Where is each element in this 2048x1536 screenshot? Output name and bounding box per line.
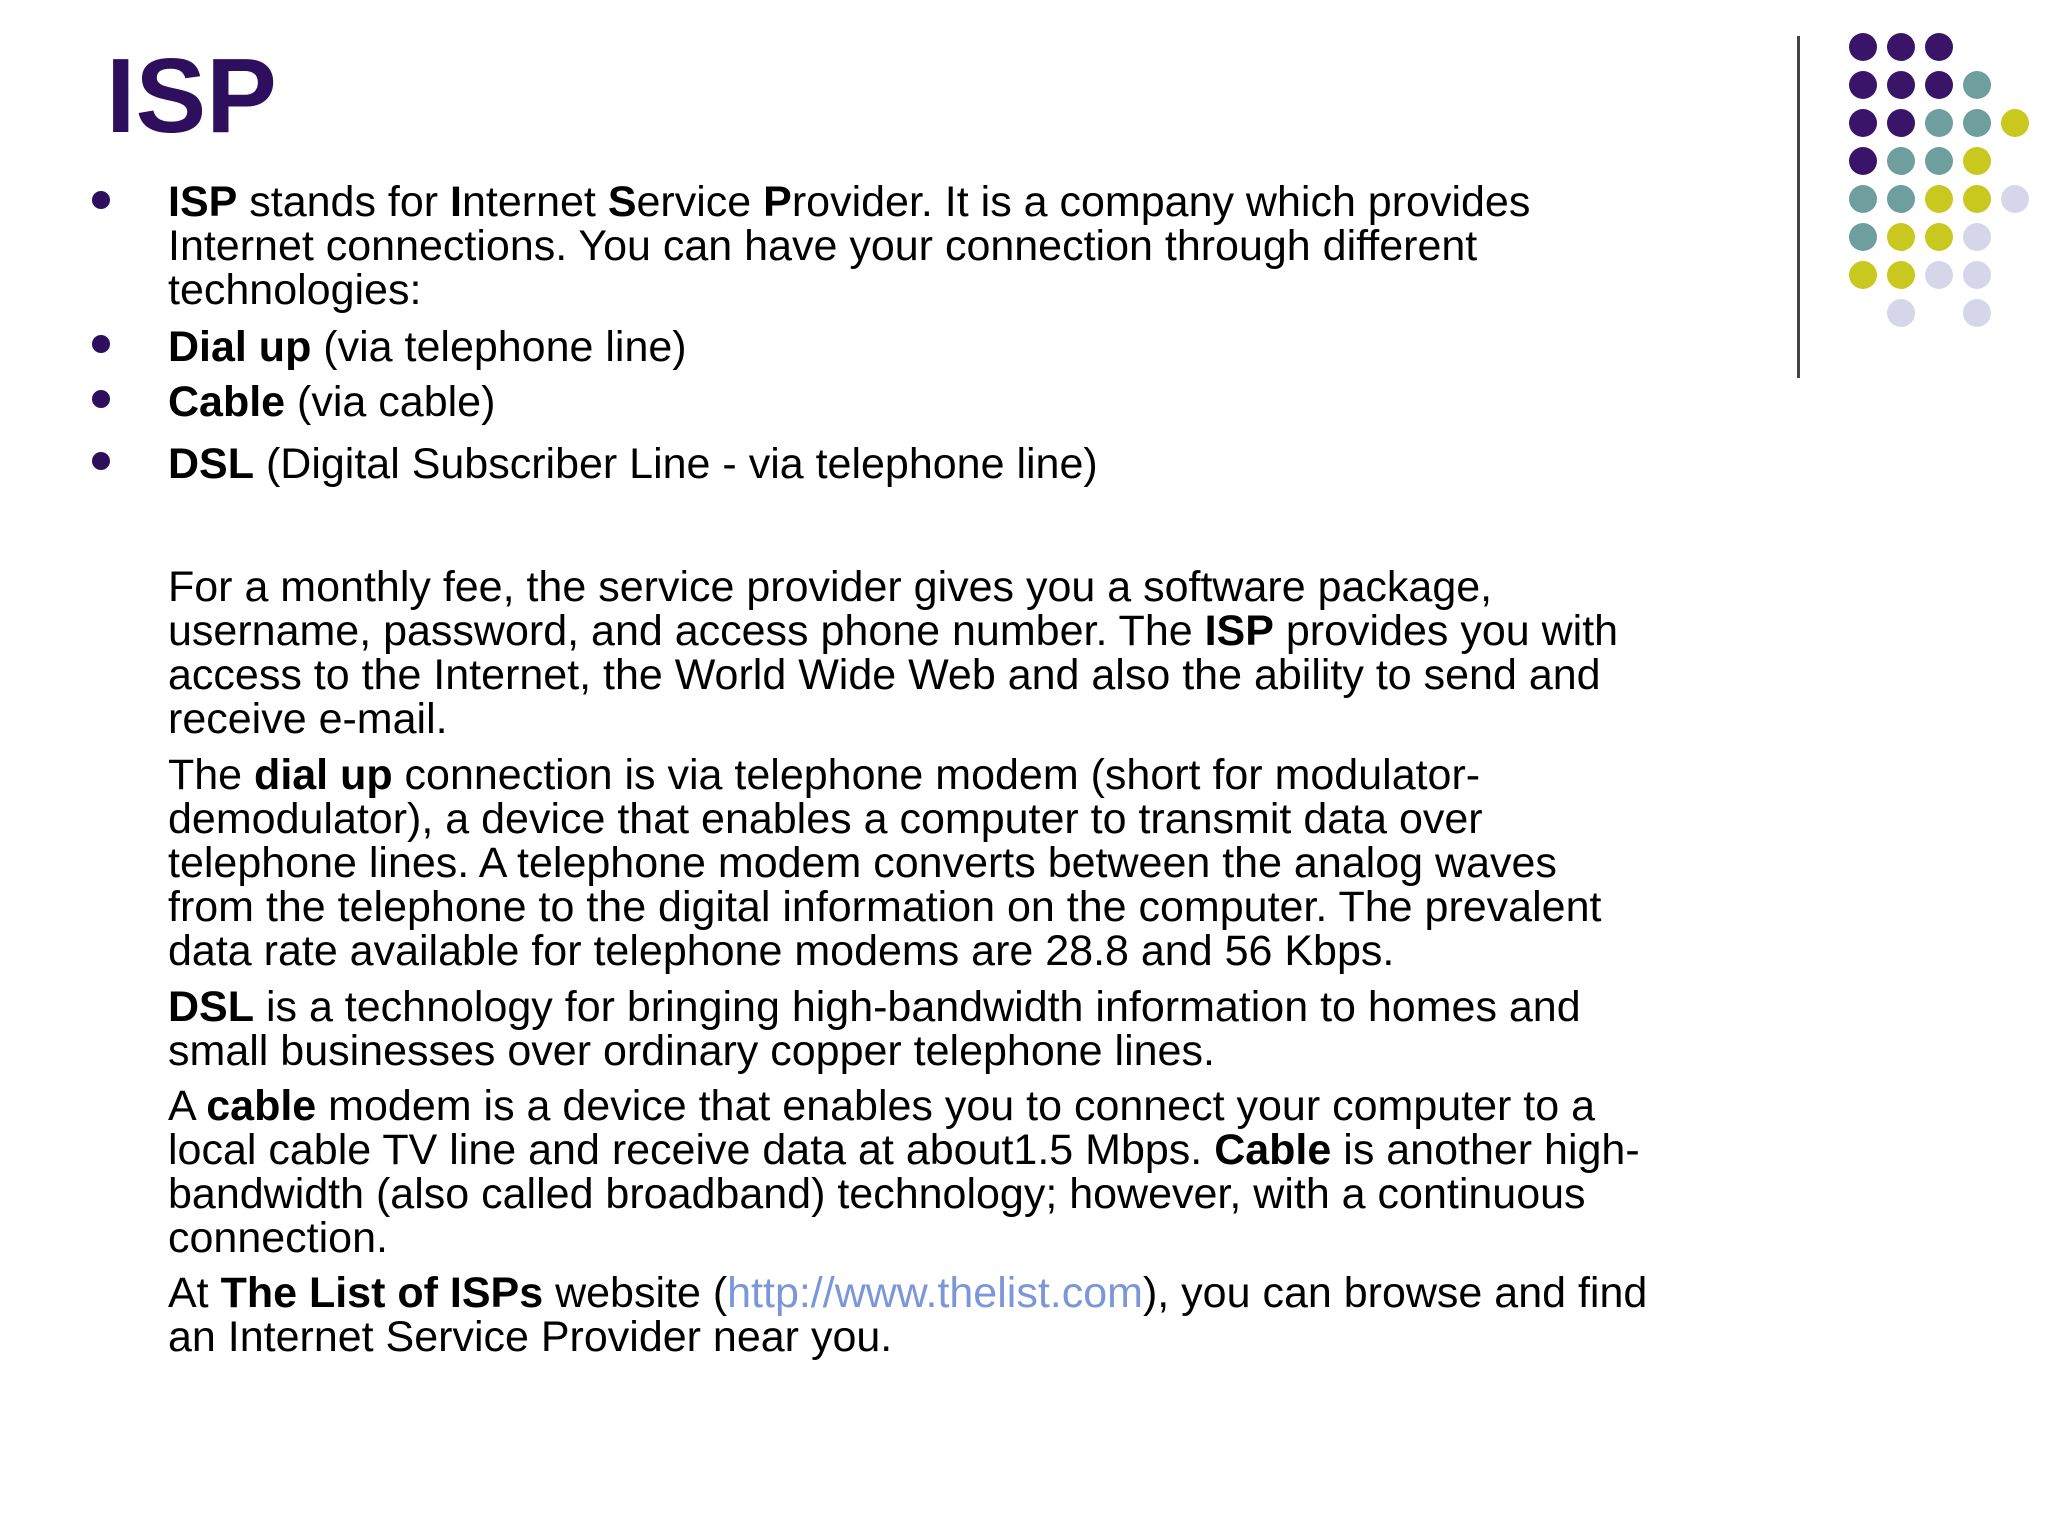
bullet-text-isp [168,180,1788,312]
bullet-icon [92,191,110,209]
text-span: (Digital Subscriber Line - via telephone line) [254,440,1098,488]
text-span: local cable TV line and receive data at about1.5 Mbps. [168,1126,1215,1174]
text-span: ), you can browse and find [1142,1269,1648,1317]
text-span: connection is via telephone modem (short for modulator- [392,751,1481,799]
thelist-link[interactable]: http://www.thelist.com [727,1269,1143,1317]
bold-text: ISP [1204,607,1274,655]
text-line [168,609,1788,653]
bold-text: S [607,178,637,226]
text-line: connection. [168,1214,388,1262]
bold-text: cable [206,1082,317,1130]
bold-text: DSL [168,983,254,1031]
bullet-icon [92,335,110,353]
text-line: telephone lines. A telephone modem converts between the analog waves [168,839,1557,887]
text-span: modem is a device that enables you to connect your computer to a [316,1082,1596,1130]
text-line: For a monthly fee, the service provider gives you a software package, [168,563,1493,611]
text-span: (via cable) [285,378,496,426]
text-line [168,1084,1788,1128]
text-span: username, password, and access phone number. The [168,607,1205,655]
text-line [168,1271,1788,1315]
text-span: is a technology for bringing high-bandwidth information to homes and [254,983,1581,1031]
text-line [168,1128,1788,1172]
text-line: small businesses over ordinary copper telephone lines. [168,1027,1215,1075]
text-line [168,753,1788,797]
text-line: data rate available for telephone modems are 28.8 and 56 Kbps. [168,927,1395,975]
paragraph-cable [168,1084,1788,1260]
bullet-text-dsl [168,442,1788,486]
text-span: ervice [636,178,764,226]
text-line: an Internet Service Provider near you. [168,1313,893,1361]
bold-text: The List of ISPs [220,1269,544,1317]
text-span: is another high- [1331,1126,1640,1174]
paragraph-list-of-isps [168,1271,1788,1359]
bold-text: dial up [254,751,393,799]
bullet-icon [92,390,110,408]
text-span: (via telephone line) [311,323,687,371]
bullet-text-dial-up [168,325,1788,369]
text-line: access to the Internet, the World Wide Web and also the ability to send and [168,651,1601,699]
bold-text: P [763,178,792,226]
paragraph-monthly-fee [168,565,1788,741]
text-span: provides you with [1273,607,1619,655]
text-line: Internet connections. You can have your connection through different [168,222,1478,270]
slide-title: ISP [106,37,277,155]
bullet-icon [92,452,110,470]
text-line [168,180,1788,224]
text-span: website ( [543,1269,728,1317]
text-span: nternet [461,178,608,226]
text-span: stands for [237,178,451,226]
text-span: The [168,751,255,799]
bold-text: Dial up [168,323,312,371]
text-span: At [168,1269,221,1317]
bold-text: Cable [168,378,286,426]
text-span: A [168,1082,207,1130]
bold-text: Cable [1214,1126,1332,1174]
bold-text: DSL [168,440,254,488]
paragraph-dsl [168,985,1788,1073]
text-line: technologies: [168,266,422,314]
bold-text: I [450,178,462,226]
bullet-text-cable [168,380,1788,424]
text-line: from the telephone to the digital information on the computer. The prevalent [168,883,1602,931]
paragraph-dial-up [168,753,1788,973]
text-line [168,985,1788,1029]
text-line: receive e-mail. [168,695,448,743]
text-span: rovider. It is a company which provides [791,178,1531,226]
text-line: demodulator), a device that enables a computer to transmit data over [168,795,1483,843]
bold-text: ISP [168,178,238,226]
text-line: bandwidth (also called broadband) technology; however, with a continuous [168,1170,1586,1218]
